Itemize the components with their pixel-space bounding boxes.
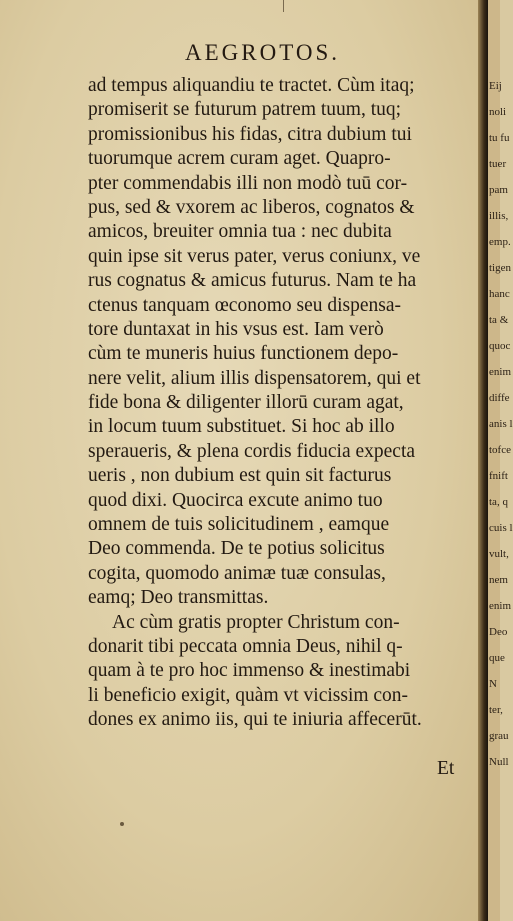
adjacent-page-fragment: grau xyxy=(489,730,509,742)
page-mark xyxy=(283,0,284,12)
text-line: pus, sed & vxorem ac liberos, cognatos & xyxy=(88,196,415,218)
text-line: cogita, quomodo animæ tuæ consulas, xyxy=(88,562,386,584)
adjacent-page-fragment: vult, xyxy=(489,548,509,560)
adjacent-page-fragment: Eij xyxy=(489,80,502,92)
text-line: promissionibus his fidas, citra dubium tui xyxy=(88,123,412,145)
adjacent-page-fragment: N xyxy=(489,678,497,690)
text-line: cùm te muneris huius functionem depo- xyxy=(88,343,399,365)
adjacent-page-fragment: tigen xyxy=(489,262,511,274)
book-gutter xyxy=(478,0,488,921)
text-line: eamq; Deo transmittas. xyxy=(88,587,269,609)
adjacent-page-fragment: hanc xyxy=(489,288,510,300)
text-line: Ac cùm gratis propter Christum con- xyxy=(112,611,400,633)
text-line: pter commendabis illi non modò tuū cor- xyxy=(88,172,408,194)
text-line: speraueris, & plena cordis fiducia expecta xyxy=(88,440,416,462)
adjacent-page-fragment: enim xyxy=(489,366,511,378)
text-line: ctenus tanquam œconomo seu dispensa- xyxy=(88,294,402,316)
adjacent-page-fragment: diffe xyxy=(489,392,510,404)
adjacent-page-fragment: noli xyxy=(489,106,507,118)
text-line: in locum tuum substituet. Si hoc ab illo xyxy=(88,416,395,438)
text-line: ad tempus aliquandiu te tractet. Cùm itaq; xyxy=(88,75,415,96)
adjacent-page-fragment: tofce xyxy=(489,444,511,456)
adjacent-page-fragment: pam xyxy=(489,184,508,196)
adjacent-page-fragment: enim xyxy=(489,600,511,612)
adjacent-page-fragment: illis, xyxy=(489,210,509,222)
text-line: nere velit, alium illis dispensatorem, qui et xyxy=(88,367,421,389)
adjacent-page-fragment: fnift xyxy=(489,470,508,482)
adjacent-page-fragment: cuis l xyxy=(489,522,513,534)
text-line: dones ex animo iis, qui te iniuria affecerūt. xyxy=(88,709,422,731)
text-line: omnem de tuis solicitudinem , eamque xyxy=(88,514,390,536)
adjacent-page-fragment: emp. xyxy=(489,236,511,248)
text-line: quin ipse sit verus pater, verus coniunx, ve xyxy=(88,245,421,267)
text-line: li beneficio exigit, quàm vt vicissim con- xyxy=(88,684,409,706)
body-text xyxy=(88,74,468,733)
adjacent-page-fragment: tu fu xyxy=(489,132,510,144)
adjacent-page-fragment: tuer xyxy=(489,158,507,170)
adjacent-page-edge xyxy=(488,0,513,921)
text-line: Deo commenda. De te potius solicitus xyxy=(88,538,385,560)
adjacent-page-fragment: Null xyxy=(489,756,509,768)
text-line: donarit tibi peccata omnia Deus, nihil q- xyxy=(88,635,403,657)
text-line: rus cognatus & amicus futurus. Nam te ha xyxy=(88,270,417,292)
running-title: AEGROTOS. xyxy=(185,40,341,65)
text-line: promiserit se futurum patrem tuum, tuq; xyxy=(88,99,402,121)
text-line: amicos, breuiter omnia tua : nec dubita xyxy=(88,221,392,243)
adjacent-page-fragment: ter, xyxy=(489,704,503,716)
adjacent-page-fragment: ta & xyxy=(489,314,509,326)
text-line: quam à te pro hoc immenso & inestimabi xyxy=(88,660,411,682)
text-line: tore duntaxat in his vsus est. Iam verò xyxy=(88,318,384,340)
adjacent-page-fragment: ta, q xyxy=(489,496,508,508)
adjacent-page-fragment: anis l xyxy=(489,418,513,430)
ink-speck xyxy=(120,822,124,826)
adjacent-page-fragment: nem xyxy=(489,574,508,586)
text-line: ueris , non dubium est quin sit facturus xyxy=(88,465,392,487)
text-line: tuorumque acrem curam aget. Quapro- xyxy=(88,148,391,170)
text-line: quod dixi. Quocirca excute animo tuo xyxy=(88,489,383,511)
adjacent-page-fragment: que xyxy=(489,652,505,664)
catchword: Et xyxy=(437,758,455,779)
adjacent-page-fragment: quoc xyxy=(489,340,511,352)
text-line: fide bona & diligenter illorū curam agat, xyxy=(88,392,404,414)
adjacent-page-fragment: Deo xyxy=(489,626,508,638)
